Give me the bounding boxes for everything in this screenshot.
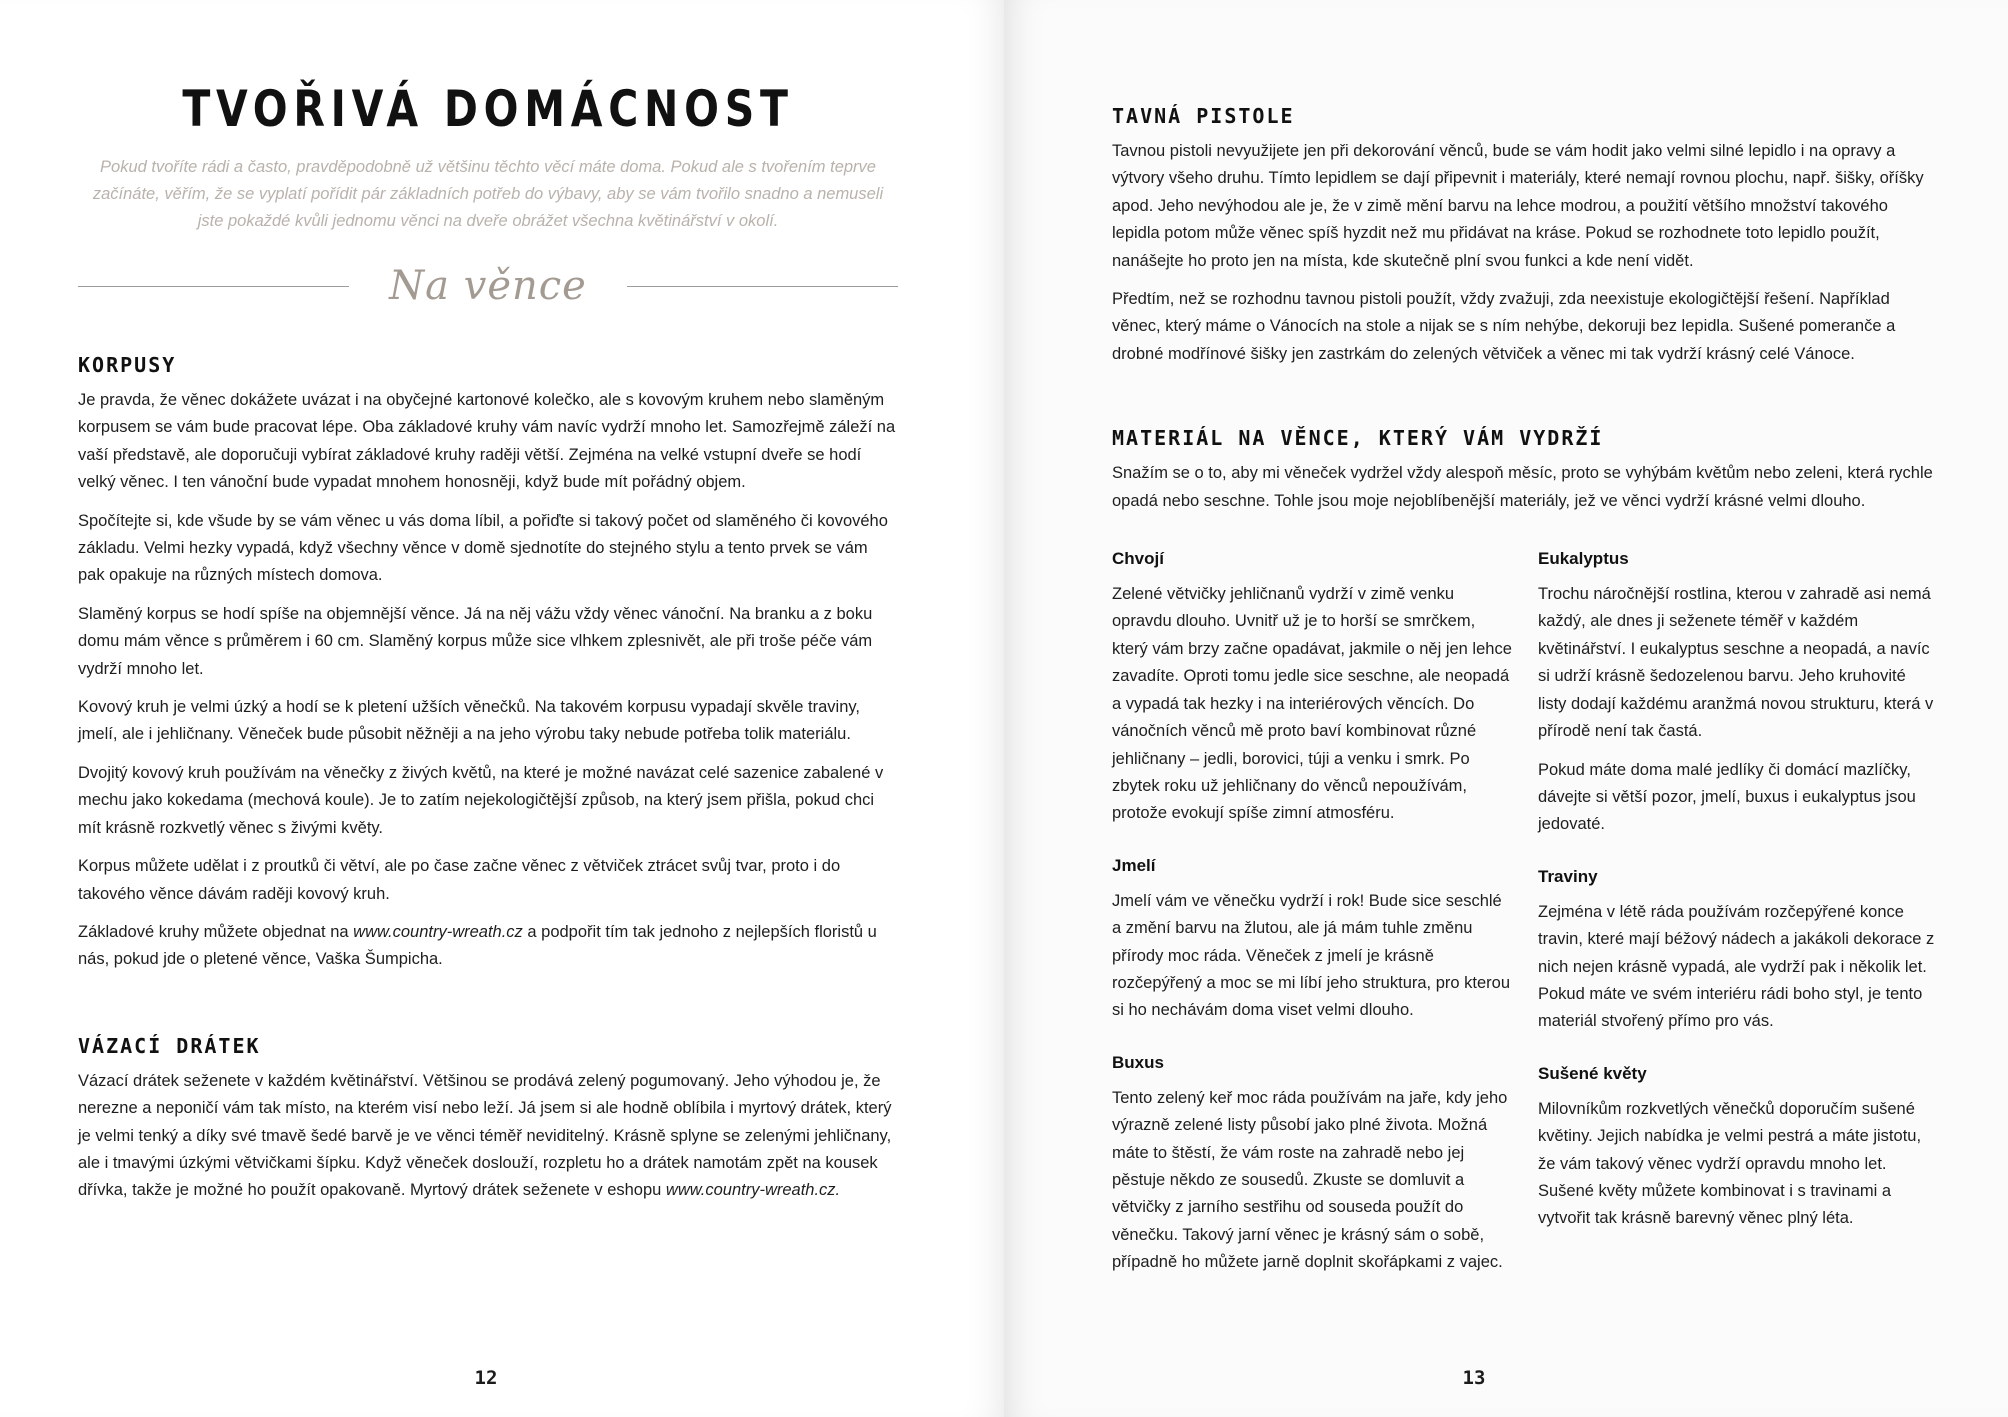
intro-text: Pokud tvoříte rádi a často, pravděpodobně už většinu těchto věcí máte doma. Pokud ale s tvořením teprve začínáte, věřím, že se vyplatí pořídit pár základních potřeb do výbavy, aby se vám tvořilo snadno a nemuseli jste pokaždé kvůli jednomu věnci na dveře obrážet všechna květinářství v okolí. xyxy=(92,158,884,230)
korpusy-paragraph-3: Slaměný korpus se hodí spíše na objemnější věnce. Já na něj vážu vždy věnec vánoční. Na branku a z boku domu mám věnce s průměrem i 60 cm. Slaměný korpus může sice vlhkem zplesnivět, ale při troše péče vám vydrží mnoho let. xyxy=(78,604,873,678)
material-title-chvoji: Chvojí xyxy=(1112,549,1164,569)
tavna-paragraph-2: Předtím, než se rozhodnu tavnou pistoli použít, vždy zvažuji, zda neexistuje ekologičtější řešení. Například věnec, který máme o Vánocích na stole a nijak se s ním nehýbe, dekoruji bez lepidla. Sušené pomeranče a drobné modřínové šišky jen zastrkám do zelených větviček a věnec mi tak vydrží krásný celé Vánoce. xyxy=(1112,290,1896,363)
tavna-paragraph-1: Tavnou pistoli nevyužijete jen při dekorování věnců, bude se vám hodit jako velmi silné lepidlo i na opravy a výtvory všeho druhu. Tímto lepidlem se dají připevnit i materiály, které nemají rovnou plochu, např. šišky, oříšky apod. Jeho nevýhodou ale je, že v zimě mění barvu na lehce modrou, a použití většího množství takového lepidla potom může věnec spíš hyzdit než mu přidávat na kráse. Pokud se rozhodnete toto lepidlo použít, nanášejte ho proto jen na místa, kde skutečně plní svou funkci a kde není vidět. xyxy=(1112,142,1924,270)
vazaci-text: Vázací drátek seženete v každém květinářství. Většinou se prodává zelený pogumovaný. Jeho výhodou je, že nerezne a neponičí vám tak místo, na kterém visí nebo leží. Já jsem si ale hodně oblíbila i myrtový drátek, který je velmi tenký a díky své tmavě šedé barvě je ve věnci téměř neviditelný. Krásně splyne se zelenými jehličnany, ale i tmavými úzkými větvičkami šípku. Když věneček doslouží, rozpletu ho a drátek namotám zpět na kousek dřívka, takže je možné ho použít opakovaně. Myrtový drátek seženete v eshopu xyxy=(78,1071,892,1200)
vazaci-paragraph xyxy=(78,1068,898,1205)
material-title-buxus: Buxus xyxy=(1112,1052,1164,1072)
material-title-susene-kvety: Sušené květy xyxy=(1538,1063,1647,1083)
material-item-jmeli xyxy=(1112,856,1512,1025)
korpusy-section xyxy=(78,353,898,974)
material-item-eukalyptus xyxy=(1538,549,1938,839)
material-intro: Snažím se o to, aby mi věneček vydržel vždy alespoň měsíc, proto se vyhýbám květům nebo zeleni, která rychle opadá nebo seschne. Tohle jsou moje nejoblíbenější materiály, jež ve věnci vydrží krásné velmi dlouho. xyxy=(1112,464,1933,510)
page-title: TVOŘIVÁ DOMÁCNOST xyxy=(182,80,794,138)
material-text-buxus: Tento zelený keř moc ráda používám na jaře, kdy jeho výrazně zelené listy působí jako plné života. Možná máte to štěstí, že vám roste na zahradě nebo jej pěstuje někdo ze sousedů. Zkuste se domluvit a větvičky z jarního sestřihu od souseda použít do věnečku. Takový jarní věnec je krásný sám o sobě, případně ho můžete jarně doplnit skořápkami z vajec. xyxy=(1112,1088,1508,1272)
korpusy-paragraph-7 xyxy=(78,919,898,974)
material-title-traviny: Traviny xyxy=(1538,866,1598,886)
divider-script-title: Na věnce xyxy=(389,263,587,309)
right-page xyxy=(1004,0,2008,1417)
material-columns xyxy=(1112,549,1938,1305)
material-title-jmeli: Jmelí xyxy=(1112,855,1156,875)
material-text-traviny: Zejména v létě ráda používám rozčepýřené konce travin, které mají béžový nádech a jakákoli dekorace z nich nejen krásně vypadá, ale vydrží pak i několik let. Pokud máte ve svém interiéru rádi boho styl, je tento materiál stvořený přímo pro vás. xyxy=(1538,902,1935,1031)
divider-line-right xyxy=(627,286,898,287)
page-number-right: 13 xyxy=(1462,1367,1486,1389)
material-text-susene-kvety: Milovníkům rozkvetlých věnečků doporučím sušené květiny. Jejich nabídka je velmi pestrá a máte jistotu, že vám takový věnec vydrží opravdu mnoho let. Sušené květy můžete kombinovat i s travinami a vytvořit tak krásně barevný věnec plný léta. xyxy=(1538,1099,1922,1228)
korpusy-paragraph-5: Dvojitý kovový kruh používám na věnečky z živých květů, na které je možné navázat celé sazenice zabalené v mechu jako kokedama (mechová koule). Je to zatím nejekologičtější způsob, na který jsem přišla, pokud chci mít krásně rozkvetlý věnec s živými květy. xyxy=(78,763,884,837)
korpusy-heading: KORPUSY xyxy=(78,353,177,377)
vazaci-heading: VÁZACÍ DRÁTEK xyxy=(78,1033,261,1058)
material-text-chvoji: Zelené větvičky jehličnanů vydrží v zimě venku opravdu dlouho. Uvnitř už je to horší se smrčkem, který vám brzy začne opadávat, jakmile o něj jen lehce zavadíte. Oproti tomu jedle sice seschne, ale neopadá a vypadá tak hezky i na interiérových věncích. Do vánočních věnců mě proto baví kombinovat různé jehličnany – jedli, borovici, túji a venku i smrk. Po zbytek roku už jehličnany do věnců nepoužívám, protože evokují spíše zimní atmosféru. xyxy=(1112,585,1512,823)
tavna-section xyxy=(1112,104,1938,368)
material-text-eukalyptus-1: Trochu náročnější rostlina, kterou v zahradě asi nemá každý, ale dnes ji seženete téměř v každém květinářství. I eukalyptus seschne a neopadá, a navíc si udrží krásně šedozelenou barvu. Jeho kruhovité listy dodají každému aranžmá novou strukturu, která v přírodě není tak častá. xyxy=(1538,585,1934,741)
country-wreath-link[interactable]: www.country-wreath.cz xyxy=(353,922,523,941)
material-section xyxy=(1112,426,1938,1304)
material-heading: MATERIÁL NA VĚNCE, KTERÝ VÁM VYDRŽÍ xyxy=(1112,426,1604,451)
material-item-buxus xyxy=(1112,1053,1512,1277)
material-item-susene-kvety xyxy=(1538,1064,1938,1233)
material-text-eukalyptus-2: Pokud máte doma malé jedlíky či domácí mazlíčky, dávejte si větší pozor, jmelí, buxus i eukalyptus jsou jedovaté. xyxy=(1538,760,1916,834)
tavna-heading: TAVNÁ PISTOLE xyxy=(1112,104,1295,128)
material-item-chvoji xyxy=(1112,549,1512,828)
korpusy-paragraph-6: Korpus můžete udělat i z proutků či větví, ale po čase začne věnec z větviček ztrácet svůj tvar, proto i do takového věnce dávám raději kovový kruh. xyxy=(78,857,841,903)
divider-line-left xyxy=(78,286,349,287)
material-text-jmeli: Jmelí vám ve věnečku vydrží i rok! Bude sice seschlé a změní barvu na žlutou, ale já mám tuhle změnu přírody moc ráda. Věneček z jmelí je krásně rozčepýřený a moc se mi líbí jeho struktura, pro kterou si ho nechávám doma viset velmi dlouho. xyxy=(1112,891,1510,1020)
material-item-traviny xyxy=(1538,867,1938,1036)
vazaci-section xyxy=(78,1034,898,1205)
korpusy-paragraph-4: Kovový kruh je velmi úzký a hodí se k pletení užších věnečků. Na takovém korpusu vypadají skvěle traviny, jmelí, ale i jehličnany. Věneček bude působit něžněji a na jeho výrobu taky nebude potřeba tolik materiálu. xyxy=(78,698,860,744)
page-number-left: 12 xyxy=(474,1367,498,1389)
korpusy-paragraph-2: Spočítejte si, kde všude by se vám věnec u vás doma líbil, a pořiďte si takový počet od slaměného či kovového základu. Velmi hezky vypadá, když všechny věnce v domě sjednotíte do stejného stylu a tento prvek se vám pak opakuje na různých místech domova. xyxy=(78,511,888,585)
korpusy-p7-before: Základové kruhy můžete objednat na xyxy=(78,922,354,941)
country-wreath-link-2[interactable]: www.country-wreath.cz. xyxy=(665,1181,841,1200)
section-divider xyxy=(78,263,898,309)
material-column-right xyxy=(1538,549,1938,1305)
korpusy-paragraph-1: Je pravda, že věnec dokážete uvázat i na obyčejné kartonové kolečko, ale s kovovým kruhem nebo slaměným korpusem se vám bude pracovat lépe. Oba základové kruhy vám navíc vydrží mnoho let. Samozřejmě záleží na vaší představě, ale doporučuji vybírat základové kruhy raději větší. Zejména na velké vstupní dveře se hodí velký věnec. I ten vánoční bude vypadat mnohem honosněji, když bude mít pořádný objem. xyxy=(78,391,896,492)
material-title-eukalyptus: Eukalyptus xyxy=(1538,549,1629,569)
material-column-left xyxy=(1112,549,1512,1305)
korpusy-p7-after: a podpořit tím tak jednoho z nejlepších floristů u nás, pokud jde o pletené věnce, Vaška Šumpicha. xyxy=(78,922,877,969)
